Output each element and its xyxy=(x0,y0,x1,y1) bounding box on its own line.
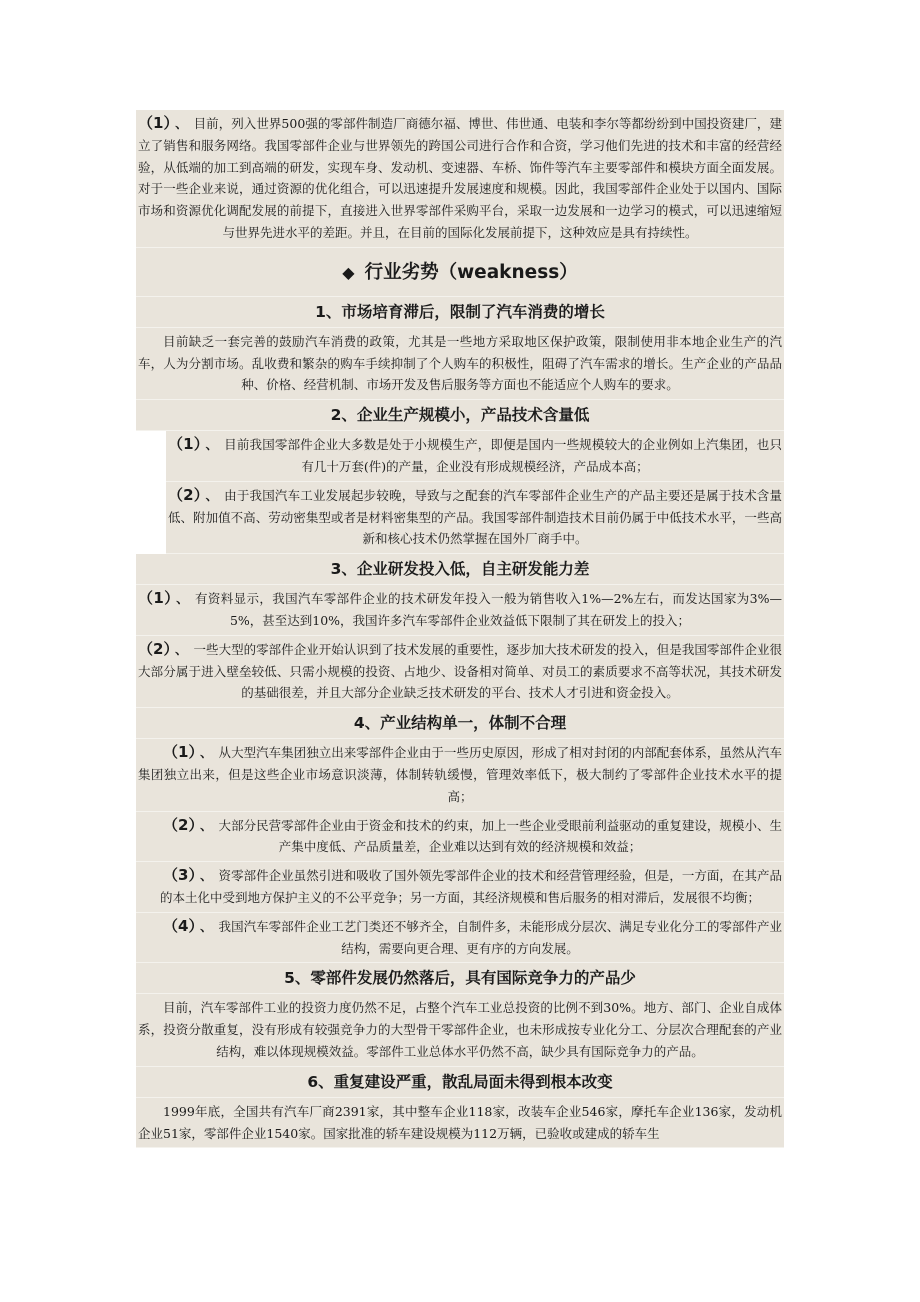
list-item xyxy=(136,585,784,636)
item-separator: 、 xyxy=(200,868,213,884)
document-page xyxy=(136,110,784,1148)
margin-band xyxy=(136,431,166,554)
subsection-1-paragraph: 目前缺乏一套完善的鼓励汽车消费的政策，尤其是一些地方采取地区保护政策，限制使用非本地企业生产的汽车，人为分割市场。乱收费和繁杂的购车手续抑制了个人购车的积极性，阻碍了汽车需求的增长。生产企业的产品品种、价格、经营机制、市场开发及售后服务等方面也不能适应个人购车的要求。 xyxy=(136,328,784,400)
item-separator: 、 xyxy=(200,817,213,833)
item-number: （1） xyxy=(138,114,172,132)
item-separator: 、 xyxy=(175,116,188,131)
section-heading-weakness xyxy=(136,248,784,297)
item-number: （4） xyxy=(163,916,197,935)
subsection-6-paragraph: 1999年底，全国共有汽车厂商2391家，其中整车企业118家，改装车企业546家，摩托车企业136家，发动机企业51家，零部件企业1540家。国家批准的轿车建设规模为112万辆，已验收或建成的轿车生 xyxy=(136,1098,784,1149)
diamond-bullet-icon: ◆ xyxy=(342,262,355,282)
subsection-title-4: 4、产业结构单一，体制不合理 xyxy=(136,708,784,739)
list-item xyxy=(166,431,784,482)
item-number: （1） xyxy=(168,435,202,454)
list-item xyxy=(136,739,784,811)
item-text: 由于我国汽车工业发展起步较晚，导致与之配套的汽车零部件企业生产的产品主要还是属于技术含量低、附加值不高、劳动密集型或者是材料密集型的产品。我国零部件制造技术目前仍属于中低技术水平，一些高新和核心技术仍然掌握在国外厂商手中。 xyxy=(168,487,782,547)
list-item xyxy=(136,862,784,913)
item-text: 从大型汽车集团独立出来零部件企业由于一些历史原因，形成了相对封闭的内部配套体系，虽然从汽车集团独立出来，但是这些企业市场意识淡薄，体制转轨缓慢，管理效率低下，极大制约了零部件企业技术水平的提高； xyxy=(138,745,782,804)
list-item xyxy=(166,482,784,554)
paragraph-text: 目前，列入世界500强的零部件制造厂商德尔福、博世、伟世通、电装和李尔等都纷纷到中国投资建厂，建立了销售和服务网络。我国零部件企业与世界领先的跨国公司进行合作和合资，学习他们先进的技术和丰富的经营经验，从低端的加工到高端的研发，实现车身、发动机、变速器、车桥、饰件等汽车主要零部件和模块方面全面发展。对于一些企业来说，通过资源的优化组合，可以迅速提升发展速度和规模。因此，我国零部件企业处于以国内、国际市场和资源优化调配发展的前提下，直接进入世界零部件采购平台，采取一边发展和一边学习的模式，可以迅速缩短与世界先进水平的差距。并且，在目前的国际化发展前提下，这种效应是具有持续性。 xyxy=(138,116,782,240)
subsection-title-1: 1、市场培育滞后，限制了汽车消费的增长 xyxy=(136,297,784,328)
list-item xyxy=(136,913,784,964)
item-number: （3） xyxy=(163,866,197,885)
subsection-title-3: 3、企业研发投入低，自主研发能力差 xyxy=(136,554,784,585)
item-separator: 、 xyxy=(205,437,219,453)
item-text: 资零部件企业虽然引进和吸收了国外领先零部件企业的技术和经营管理经验，但是，一方面，在其产品的本土化中受到地方保护主义的不公平竞争；另一方面，其经济规模和售后服务的相对滞后，发展很不均衡； xyxy=(159,868,782,905)
item-separator: 、 xyxy=(205,487,219,503)
intro-paragraph xyxy=(136,110,784,248)
subsection-2-items xyxy=(166,431,784,554)
item-text: 一些大型的零部件企业开始认识到了技术发展的重要性，逐步加大技术研发的投入，但是我国零部件企业很大部分属于进入壁垒较低、只需小规模的投资、占地少、设备相对简单、对员工的素质要求不高等状况，其技术研发的基础很差，并且大部分企业缺乏技术研发的平台、技术人才引进和资金投入。 xyxy=(138,641,782,701)
item-text: 目前我国零部件企业大多数是处于小规模生产，即便是国内一些规模较大的企业例如上汽集团，也只有几十万套(件)的产量，企业没有形成规模经济，产品成本高； xyxy=(224,437,782,474)
item-number: （1） xyxy=(163,743,197,762)
list-item xyxy=(136,636,784,708)
heading-text: 行业劣势（weakness） xyxy=(364,261,578,283)
subsection-title-6: 6、重复建设严重，散乱局面未得到根本改变 xyxy=(136,1067,784,1098)
item-number: （2） xyxy=(138,639,171,658)
subsection-title-5: 5、零部件发展仍然落后，具有国际竞争力的产品少 xyxy=(136,963,784,994)
item-number: （2） xyxy=(168,485,202,504)
item-number: （2） xyxy=(163,815,197,834)
item-separator: 、 xyxy=(176,591,189,607)
item-separator: 、 xyxy=(200,918,213,934)
item-separator: 、 xyxy=(175,641,188,657)
item-text: 我国汽车零部件企业工艺门类还不够齐全，自制件多，未能形成分层次、满足专业化分工的零部件产业结构，需要向更合理、更有序的方向发展。 xyxy=(218,918,782,956)
item-text: 大部分民营零部件企业由于资金和技术的约束，加上一些企业受眼前利益驱动的重复建设，规模小、生产集中度低、产品质量差，企业难以达到有效的经济规模和效益； xyxy=(218,817,782,855)
item-text: 有资料显示，我国汽车零部件企业的技术研发年投入一般为销售收入1%—2%左右，而发达国家为3%—5%，甚至达到10%，我国许多汽车零部件企业效益低下限制了其在研发上的投入； xyxy=(194,591,783,628)
subsection-title-2: 2、企业生产规模小，产品技术含量低 xyxy=(136,400,784,431)
item-separator: 、 xyxy=(200,745,213,761)
subsection-5-paragraph: 目前，汽车零部件工业的投资力度仍然不足，占整个汽车工业总投资的比例不到30%。地方、部门、企业自成体系，投资分散重复，没有形成有较强竞争力的大型骨干零部件企业，也未形成按专业化分工、分层次合理配套的产业结构，难以体现规模效益。零部件工业总体水平仍然不高，缺少具有国际竞争力的产品。 xyxy=(136,994,784,1066)
list-item xyxy=(136,812,784,863)
item-number: （1） xyxy=(138,589,173,608)
